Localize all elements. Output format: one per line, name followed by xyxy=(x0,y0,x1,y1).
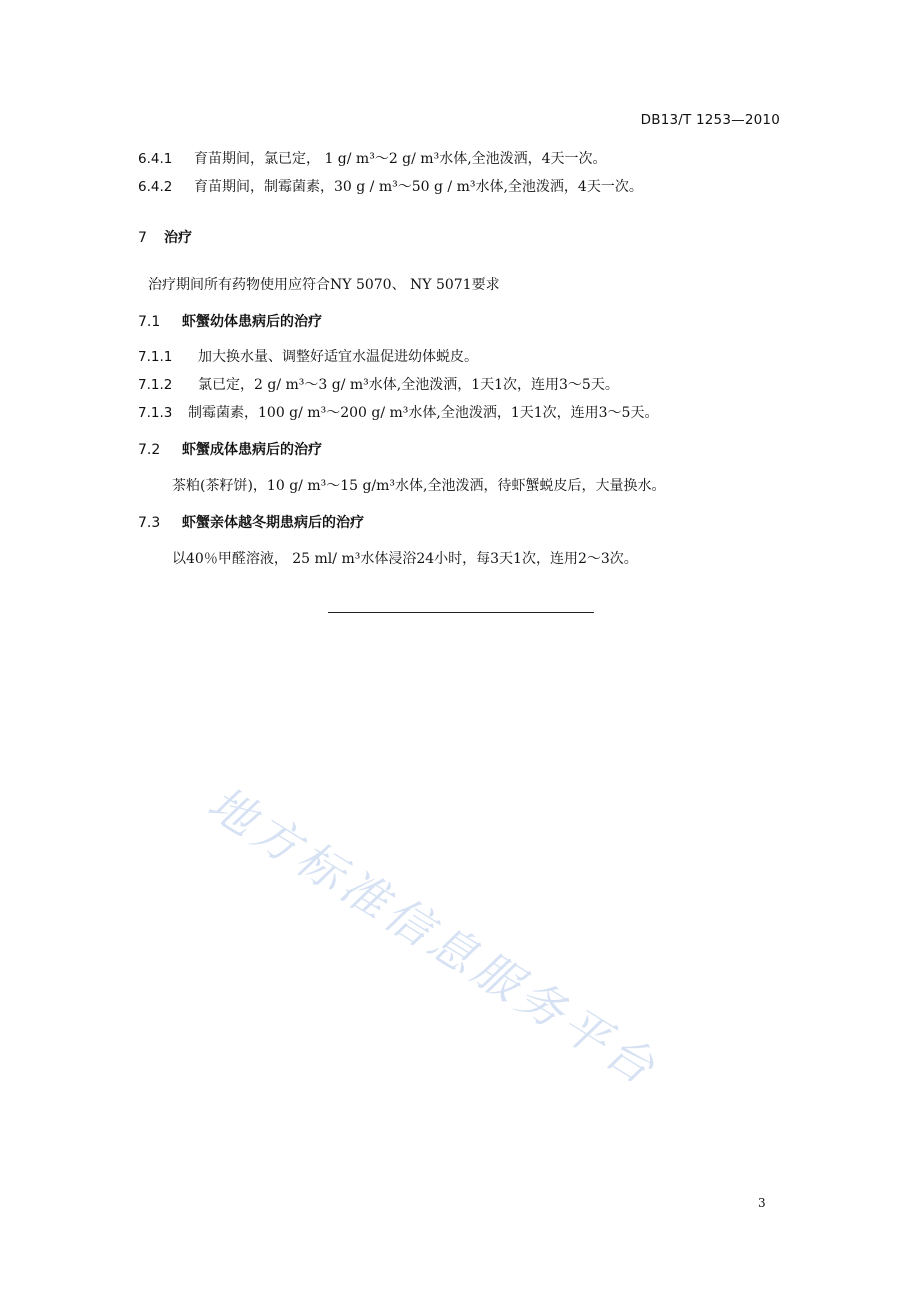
section-title: 治疗 xyxy=(164,230,192,246)
section-7-intro: 治疗期间所有药物使用应符合NY 5070、 NY 5071要求 xyxy=(148,277,500,293)
clause-6-4-2 xyxy=(138,178,643,196)
end-rule xyxy=(328,612,594,613)
section-title: 虾蟹成体患病后的治疗 xyxy=(182,442,322,458)
page-number: 3 xyxy=(758,1196,766,1210)
clause-text: 氯已定，2 g/ m³～3 g/ m³水体,全池泼洒，1天1次，连用3～5天。 xyxy=(198,377,619,393)
section-number: 7 xyxy=(138,230,147,246)
section-title: 虾蟹亲体越冬期患病后的治疗 xyxy=(182,515,364,531)
section-7-2-body: 茶粕(茶籽饼)，10 g/ m³～15 g/m³水体,全池泼洒，待虾蟹蜕皮后，大量换水。 xyxy=(172,478,666,494)
section-number: 7.1 xyxy=(138,314,161,330)
clause-text: 育苗期间，制霉菌素，30 g / m³～50 g / m³水体,全池泼洒，4天一次。 xyxy=(194,179,643,195)
clause-number: 7.1.2 xyxy=(138,377,173,393)
clause-text: 加大换水量、调整好适宜水温促进幼体蜕皮。 xyxy=(198,349,478,365)
section-number: 7.3 xyxy=(138,515,161,531)
clause-text: 制霉菌素，100 g/ m³～200 g/ m³水体,全池泼洒，1天1次，连用3～5天。 xyxy=(188,405,659,421)
clause-7-1-2 xyxy=(138,376,619,394)
section-7-2-heading xyxy=(138,441,322,459)
clause-6-4-1 xyxy=(138,150,607,168)
clause-number: 7.1.1 xyxy=(138,349,173,365)
clause-text: 育苗期间，氯已定， 1 g/ m³～2 g/ m³水体,全池泼洒，4天一次。 xyxy=(194,151,607,167)
clause-number: 6.4.2 xyxy=(138,179,173,195)
section-title: 虾蟹幼体患病后的治疗 xyxy=(182,314,322,330)
watermark: 地方标准信息服务平台 xyxy=(198,775,669,1097)
section-number: 7.2 xyxy=(138,442,161,458)
clause-7-1-3 xyxy=(138,404,658,422)
section-7-heading xyxy=(138,229,192,247)
document-code: DB13/T 1253—2010 xyxy=(640,112,780,128)
section-7-3-heading xyxy=(138,514,364,532)
clause-number: 6.4.1 xyxy=(138,151,173,167)
clause-number: 7.1.3 xyxy=(138,405,173,421)
section-7-1-heading xyxy=(138,313,322,331)
section-7-3-body: 以40％甲醛溶液， 25 ml/ m³水体浸浴24小时，每3天1次，连用2～3次。 xyxy=(172,551,638,567)
clause-7-1-1 xyxy=(138,348,478,366)
